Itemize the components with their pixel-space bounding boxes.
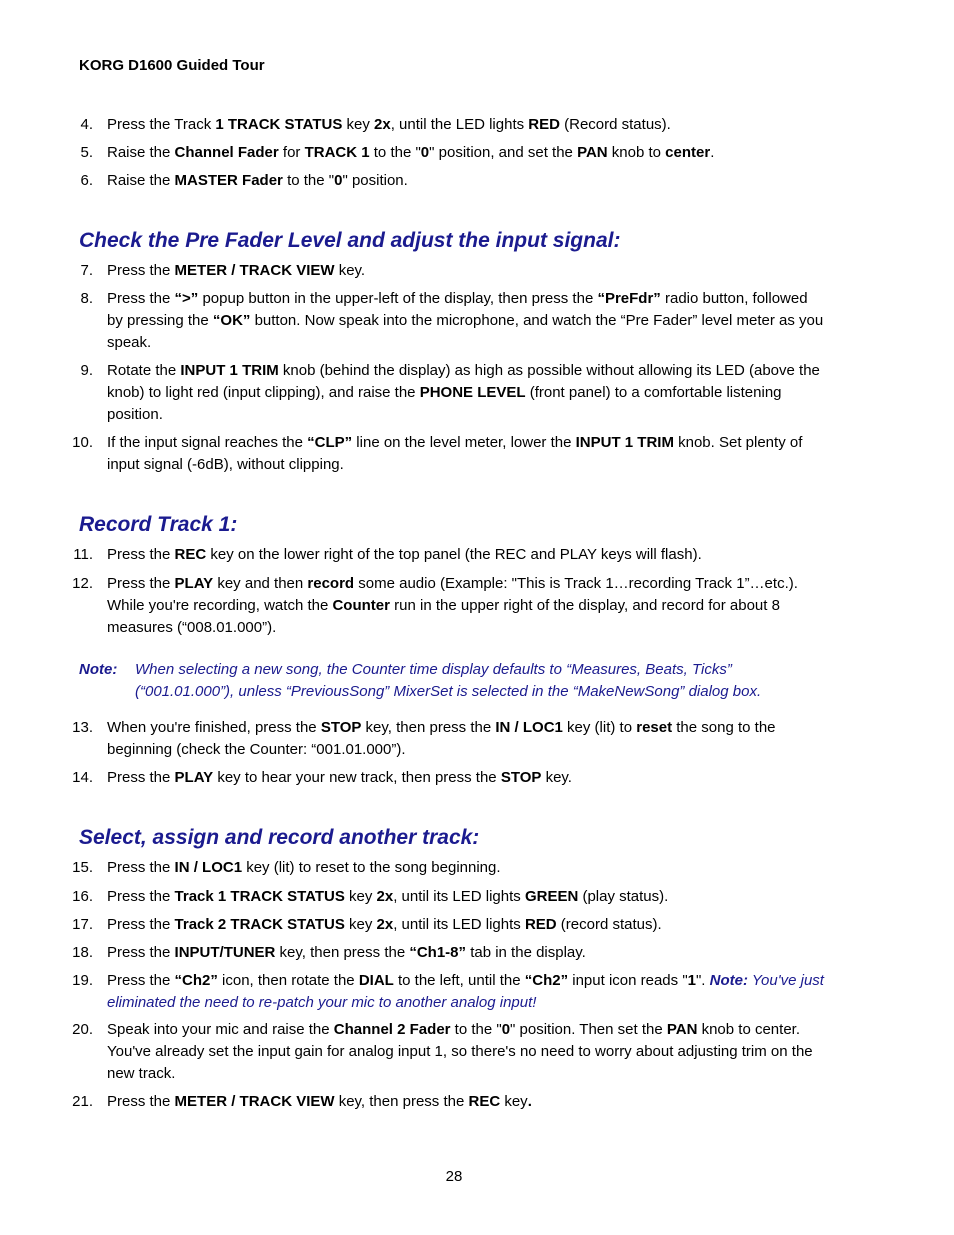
text-run: Press the [107,859,175,876]
step-text [107,432,827,476]
text-run: Press the [107,916,175,933]
bold-run: Track 2 TRACK STATUS [174,916,345,933]
text-run: key and then [213,575,308,592]
note-run: Note: [709,972,748,989]
text-run: knob to center. You've already set the input gain for analog input 1, so there's no need to worry about adjusting trim on the new track. [107,1021,813,1082]
bold-run: “Ch2” [524,972,569,989]
bold-run: RED [528,116,560,133]
text-run: key to hear your new track, then press the [213,769,501,786]
text-run: (play status). [578,888,669,905]
bold-run: INPUT 1 TRIM [180,362,279,379]
step-text [107,260,827,282]
bold-run: 1 TRACK STATUS [215,116,343,133]
text-run: Press the [107,888,175,905]
text-run: Speak into your mic and raise the [107,1021,334,1038]
text-run: key, then press the [361,719,496,736]
note-label: Note: [79,661,118,678]
bold-run: Channel Fader [174,144,279,161]
bold-run: INPUT 1 TRIM [575,434,674,451]
step-number: 6. [80,172,93,189]
bold-run: PAN [577,144,608,161]
text-run: Raise the [107,144,175,161]
bold-run: 2x [376,888,394,905]
text-run: key, then press the [334,1093,469,1110]
step-number: 13. [72,719,93,736]
step-number: 21. [72,1093,93,1110]
step-text [107,360,827,426]
text-run: key (lit) to [562,719,637,736]
bold-run: “PreFdr” [597,290,661,307]
bold-run: TRACK 1 [304,144,370,161]
text-run: knob to [607,144,666,161]
bold-run: center [665,144,711,161]
bold-run: STOP [500,769,542,786]
bold-run: record [307,575,355,592]
bold-run: 0 [420,144,430,161]
text-run: tab in the display. [466,944,586,961]
text-run: knob. Set plenty of input signal (-6dB), without clipping. [107,434,803,473]
text-run: Press the [107,575,175,592]
text-run: , until its LED lights [393,916,525,933]
text-run: (record status). [556,916,662,933]
text-run: Raise the [107,172,175,189]
text-run: (front panel) to a comfortable listening position. [107,384,782,423]
step-number: 16. [72,888,93,905]
bold-run: REC [468,1093,501,1110]
bold-run: “Ch1-8” [409,944,467,961]
step-number: 8. [80,290,93,307]
section-heading-pre-fader: Check the Pre Fader Level and adjust the input signal: [79,229,621,252]
step-number: 12. [72,575,93,592]
step-text [107,914,827,936]
text-run: icon, then rotate the [217,972,359,989]
bold-run: IN / LOC1 [174,859,243,876]
step-number: 14. [72,769,93,786]
step-number: 20. [72,1021,93,1038]
step-number: 19. [72,972,93,989]
text-run: Press the [107,262,175,279]
step-number: 17. [72,916,93,933]
text-run: key [500,1093,528,1110]
text-run: Press the [107,944,175,961]
step-text [107,142,827,164]
bold-run: 2x [374,116,391,133]
bold-run: RED [524,916,557,933]
text-run: " position, and set the [429,144,578,161]
note-run: You've just eliminated the need to re-patch your mic to another analog input! [107,972,824,1011]
text-run: Press the Track [107,116,216,133]
step-text [107,886,827,908]
text-run: (Record status). [559,116,671,133]
bold-run: PAN [666,1021,698,1038]
text-run: key (lit) to reset to the song beginning. [242,859,501,876]
text-run: radio button, followed by pressing the [107,290,808,329]
text-run: to the " [450,1021,502,1038]
bold-run: Track 1 TRACK STATUS [174,888,345,905]
step-text [107,857,827,879]
bold-run: 1 [687,972,696,989]
step-number: 4. [80,116,93,133]
text-run: popup button in the upper-left of the display, then press the [198,290,598,307]
text-run: to the left, until the [393,972,525,989]
bold-run: PLAY [174,769,214,786]
text-run: key. [541,769,572,786]
bold-run: METER / TRACK VIEW [174,1093,335,1110]
text-run: If the input signal reaches the [107,434,308,451]
bold-run: Counter [332,597,390,614]
bold-run: METER / TRACK VIEW [174,262,335,279]
text-run: " position. [342,172,408,189]
text-run: some audio (Example: "This is Track 1…recording Track 1”…etc.). While you're recording, watch the [107,575,798,614]
step-number: 11. [73,546,93,563]
text-run: key. [334,262,366,279]
text-run: the song to the beginning (check the Counter: “001.01.000”). [107,719,776,758]
text-run: Rotate the [107,362,181,379]
text-run: knob (behind the display) as high as possible without allowing its LED (above the knob) to light red (input clipping), and raise the [107,362,820,401]
step-number: 15. [72,859,93,876]
text-run: button. Now speak into the microphone, and watch the “Pre Fader” level meter as you speak. [107,312,824,351]
step-text [107,544,827,566]
text-run: " position. Then set the [510,1021,667,1038]
text-run: When you're finished, press the [107,719,321,736]
step-text [107,717,827,761]
text-run: line on the level meter, lower the [352,434,576,451]
text-run: key, then press the [275,944,410,961]
text-run: Press the [107,769,175,786]
bold-run: REC [174,546,207,563]
step-text [107,1019,827,1085]
text-run: ". [695,972,710,989]
bold-run: PLAY [174,575,214,592]
text-run: key on the lower right of the top panel (the REC and PLAY keys will flash). [206,546,702,563]
step-text [107,942,827,964]
text-run: to the " [282,172,335,189]
text-run: run in the upper right of the display, and record for about 8 measures (“008.01.000”). [107,597,780,636]
running-head: KORG D1600 Guided Tour [79,57,265,74]
text-run: Press the [107,972,175,989]
bold-run: “OK” [212,312,251,329]
bold-run: . [527,1093,532,1110]
step-number: 5. [80,144,93,161]
step-text [107,767,827,789]
text-run: Press the [107,290,175,307]
text-run: to the " [369,144,421,161]
step-text [107,970,827,1014]
step-text [107,114,827,136]
bold-run: 2x [376,916,394,933]
bold-run: PHONE LEVEL [419,384,526,401]
bold-run: “Ch2” [174,972,218,989]
text-run: . [710,144,715,161]
step-number: 10. [72,434,93,451]
text-run: key [342,116,375,133]
bold-run: “CLP” [307,434,353,451]
text-run: key [344,888,377,905]
step-number: 9. [80,362,93,379]
step-text [107,288,827,354]
text-run: Press the [107,1093,175,1110]
bold-run: INPUT/TUNER [174,944,276,961]
bold-run: 0 [334,172,343,189]
bold-run: 0 [501,1021,511,1038]
bold-run: DIAL [358,972,394,989]
bold-run: MASTER Fader [174,172,283,189]
bold-run: Channel 2 Fader [333,1021,451,1038]
note-text: When selecting a new song, the Counter time display defaults to “Measures, Beats, Ticks” (“001.01.000”), unless “PreviousSong” MixerSet is selected in the “MakeNewSong” dialog box. [135,661,762,700]
bold-run: GREEN [524,888,579,905]
bold-run: STOP [320,719,362,736]
bold-run: IN / LOC1 [495,719,563,736]
step-number: 7. [80,262,93,279]
section-heading-record-track: Record Track 1: [79,513,238,536]
step-text [107,573,827,639]
text-run: for [278,144,305,161]
text-run: key [344,916,377,933]
section-heading-another-track: Select, assign and record another track: [79,826,480,849]
page-number: 28 [445,1168,463,1185]
step-number: 18. [72,944,93,961]
text-run: input icon reads " [568,972,688,989]
bold-run: “>” [174,290,199,307]
bold-run: reset [636,719,673,736]
text-run: Press the [107,546,175,563]
text-run: , until the LED lights [390,116,529,133]
text-run: , until its LED lights [393,888,525,905]
step-text [107,170,827,192]
step-text [107,1091,827,1113]
